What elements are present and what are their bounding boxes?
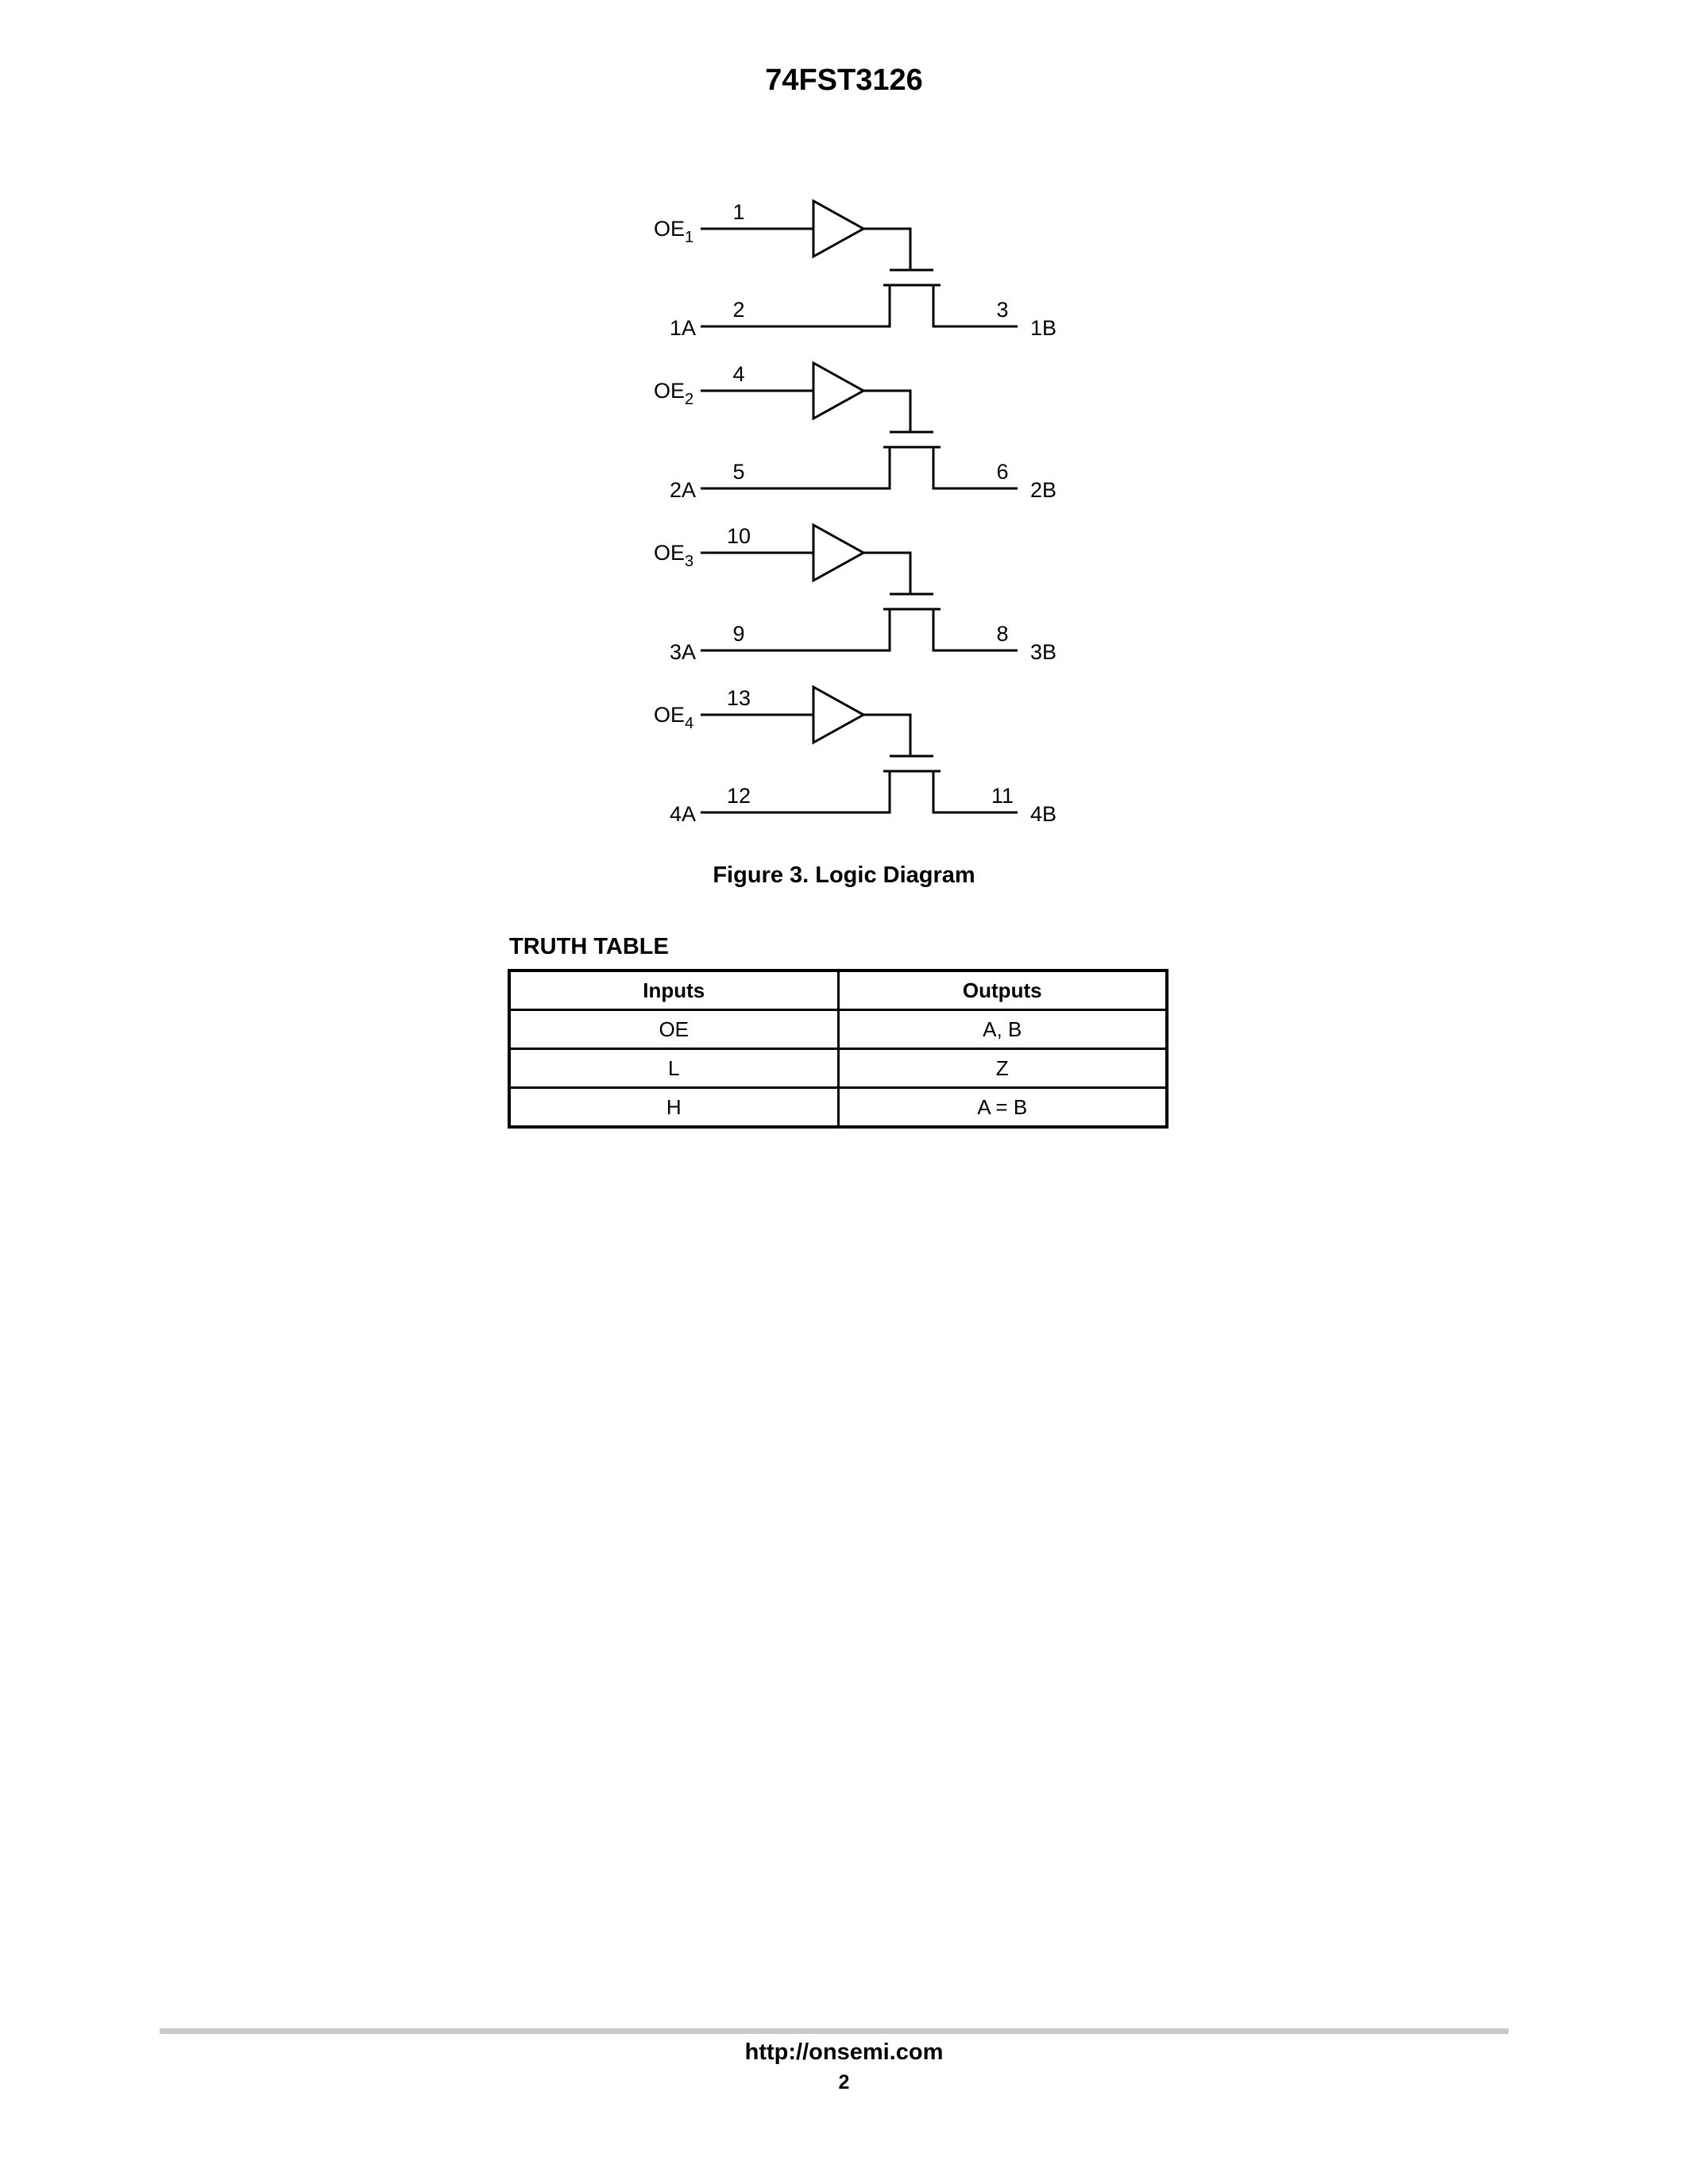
oe-label — [654, 703, 693, 732]
gate-wire — [863, 229, 910, 270]
cell-output: A, B — [838, 1010, 1167, 1049]
truth-table — [508, 969, 1168, 1129]
a-port-label: 1A — [669, 316, 696, 340]
table-header-row — [509, 970, 1167, 1010]
table-row — [509, 1088, 1167, 1128]
buffer-icon — [813, 201, 863, 257]
a-port-label: 3A — [669, 640, 696, 664]
cell-input: L — [509, 1049, 838, 1088]
b-pin-number: 3 — [996, 298, 1009, 322]
gate-wire — [863, 715, 910, 756]
oe-pin-number: 13 — [726, 686, 751, 710]
oe-label-subscript: 3 — [685, 553, 694, 570]
header-inputs: Inputs — [509, 970, 838, 1010]
footer-divider — [160, 2028, 1508, 2034]
gate-wire — [863, 391, 910, 432]
oe-label-main: OE — [654, 379, 686, 403]
b-port-label: 2B — [1030, 478, 1057, 502]
table-row — [509, 1010, 1167, 1049]
buffer-icon — [813, 363, 863, 419]
a-port-wire — [701, 447, 890, 488]
a-port-label: 2A — [669, 478, 696, 502]
oe-pin-number: 10 — [726, 524, 751, 548]
a-pin-number: 12 — [726, 784, 751, 808]
footer-url[interactable]: http://onsemi.com — [744, 2039, 944, 2065]
table-row — [509, 1049, 1167, 1088]
figure-caption: Figure 3. Logic Diagram — [713, 862, 975, 888]
buffer-icon — [813, 525, 863, 581]
b-port-label: 3B — [1030, 640, 1057, 664]
b-port-label: 4B — [1030, 802, 1057, 826]
oe-label-subscript: 2 — [685, 391, 694, 408]
cell-output: Z — [838, 1049, 1167, 1088]
logic-diagram — [0, 0, 1688, 858]
b-pin-number: 6 — [996, 460, 1009, 484]
oe-label-subscript: 4 — [685, 715, 694, 732]
b-port-label: 1B — [1030, 316, 1057, 340]
oe-label-subscript: 1 — [685, 229, 694, 246]
b-pin-number: 8 — [996, 622, 1009, 646]
a-pin-number: 9 — [732, 622, 745, 646]
a-port-wire — [701, 285, 890, 326]
header-outputs: Outputs — [838, 970, 1167, 1010]
oe-label-main: OE — [654, 703, 686, 727]
oe-label — [654, 541, 693, 570]
b-pin-number: 11 — [991, 784, 1014, 808]
cell-input: H — [509, 1088, 838, 1128]
page-number: 2 — [838, 2071, 850, 2093]
document-title: 74FST3126 — [765, 64, 923, 97]
oe-label — [654, 217, 693, 246]
truth-table-title: TRUTH TABLE — [509, 934, 669, 959]
oe-label — [654, 379, 693, 408]
gate-wire — [863, 553, 910, 594]
cell-input: OE — [509, 1010, 838, 1049]
oe-label-main: OE — [654, 217, 686, 241]
a-port-label: 4A — [669, 802, 696, 826]
buffer-icon — [813, 687, 863, 743]
oe-label-main: OE — [654, 541, 686, 565]
a-port-wire — [701, 609, 890, 650]
a-pin-number: 2 — [732, 298, 745, 322]
cell-output: A = B — [838, 1088, 1167, 1128]
oe-pin-number: 1 — [732, 200, 745, 224]
a-pin-number: 5 — [732, 460, 745, 484]
oe-pin-number: 4 — [732, 362, 745, 386]
